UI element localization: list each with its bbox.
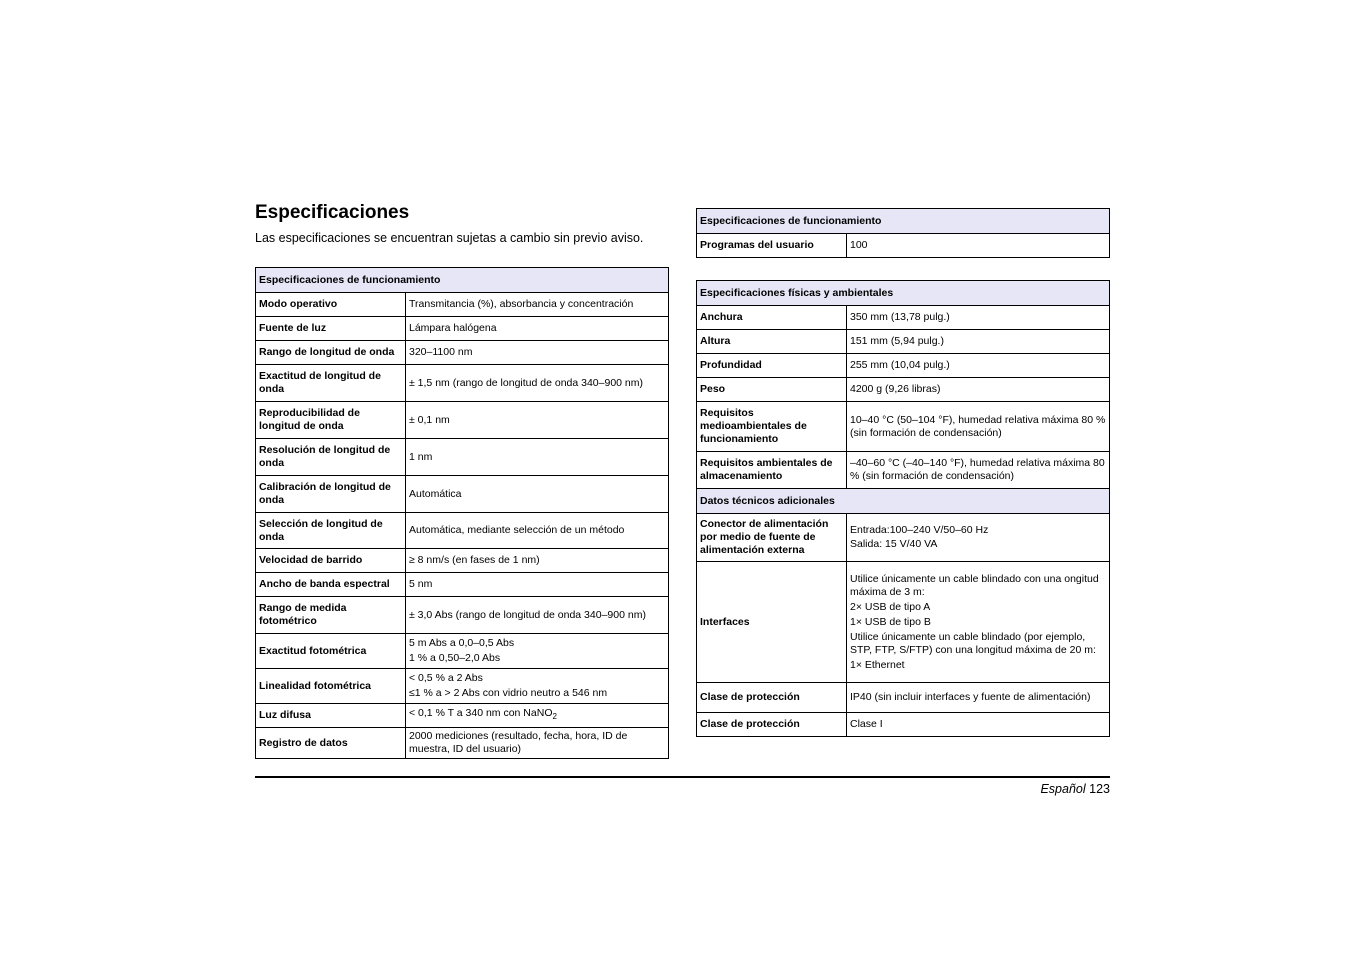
operating-specs-table-cont: [696, 208, 1110, 258]
row-label: Clase de protección: [697, 713, 847, 737]
table-row: [697, 306, 1110, 330]
footer-rule: [255, 776, 1110, 778]
row-label: Clase de protección: [697, 683, 847, 713]
value-line: 1× USB de tipo B: [850, 615, 931, 628]
table-row: [697, 452, 1110, 489]
value-text: < 0,1 % T a 340 nm con NaNO: [409, 707, 553, 720]
value-line: Salida: 15 V/40 VA: [850, 538, 938, 550]
row-label: Ancho de banda espectral: [256, 573, 406, 597]
footer-language: Español: [1040, 782, 1086, 796]
table-row: [256, 597, 669, 634]
row-label: Peso: [697, 378, 847, 402]
table-header-row: [256, 268, 669, 293]
table-row: [697, 683, 1110, 713]
table-row: [256, 476, 669, 513]
table-header-row: [697, 489, 1110, 514]
row-label: Requisitos medioambientales de funcionamiento: [697, 402, 847, 452]
row-value: [847, 562, 1110, 683]
row-value: Transmitancia (%), absorbancia y concentración: [406, 293, 669, 317]
table-row: [256, 669, 669, 704]
value-line: 5 m Abs a 0,0–0,5 Abs: [409, 637, 515, 649]
row-label: Luz difusa: [256, 704, 406, 728]
table-header-row: [697, 281, 1110, 306]
row-label: Interfaces: [697, 562, 847, 683]
table-row: [697, 562, 1110, 683]
row-label: Rango de longitud de onda: [256, 341, 406, 365]
table-row: [256, 704, 669, 728]
row-label: Linealidad fotométrica: [256, 669, 406, 704]
row-label: Fuente de luz: [256, 317, 406, 341]
row-label: Altura: [697, 330, 847, 354]
table-row: [256, 513, 669, 549]
row-label: Reproducibilidad de longitud de onda: [256, 402, 406, 439]
row-value: ± 1,5 nm (rango de longitud de onda 340–900 nm): [406, 365, 669, 402]
value-line: ≤1 % a > 2 Abs con vidrio neutro a 546 nm: [409, 687, 608, 699]
value-line: 1 % a 0,50–2,0 Abs: [409, 652, 501, 664]
table-row: [697, 378, 1110, 402]
row-value: –40–60 °C (–40–140 °F), humedad relativa máxima 80 % (sin formación de condensación): [847, 452, 1110, 489]
value-line: Utilice únicamente un cable blindado (por ejemplo, STP, FTP, S/FTP) con una longitud máxima de 20 m:: [850, 630, 1096, 656]
row-value: 151 mm (5,94 pulg.): [847, 330, 1110, 354]
row-value: Lámpara halógena: [406, 317, 669, 341]
row-value: Automática, mediante selección de un método: [406, 513, 669, 549]
page-title: Especificaciones: [255, 202, 410, 223]
table-row: [697, 234, 1110, 258]
row-value: 1 nm: [406, 439, 669, 476]
table-row: [256, 634, 669, 669]
row-value: 2000 mediciones (resultado, fecha, hora, ID de muestra, ID del usuario): [406, 728, 669, 759]
row-label: Registro de datos: [256, 728, 406, 759]
row-value: 4200 g (9,26 libras): [847, 378, 1110, 402]
table-row: [256, 317, 669, 341]
value-line: < 0,5 % a 2 Abs: [409, 672, 483, 684]
row-label: Modo operativo: [256, 293, 406, 317]
row-value: ± 0,1 nm: [406, 402, 669, 439]
row-value: Automática: [406, 476, 669, 513]
row-label: Velocidad de barrido: [256, 549, 406, 573]
page-subtitle: Las especificaciones se encuentran sujetas a cambio sin previo aviso.: [255, 231, 644, 245]
table-subheader: Datos técnicos adicionales: [697, 489, 1110, 514]
row-value: ≥ 8 nm/s (en fases de 1 nm): [406, 549, 669, 573]
value-line: 2× USB de tipo A: [850, 600, 931, 613]
physical-specs-table: [696, 280, 1110, 737]
row-label: Exactitud de longitud de onda: [256, 365, 406, 402]
table-row: [256, 365, 669, 402]
row-value: [406, 669, 669, 704]
row-label: Programas del usuario: [697, 234, 847, 258]
row-label: Requisitos ambientales de almacenamiento: [697, 452, 847, 489]
row-label: Selección de longitud de onda: [256, 513, 406, 549]
table-row: [256, 728, 669, 759]
page-footer: [900, 781, 1110, 797]
table-row: [697, 354, 1110, 378]
row-value: Clase I: [847, 713, 1110, 737]
table-header-row: [697, 209, 1110, 234]
value-line: 1× Ethernet: [850, 658, 905, 671]
row-label: Conector de alimentación por medio de fuente de alimentación externa: [697, 514, 847, 562]
row-value: 320–1100 nm: [406, 341, 669, 365]
row-label: Rango de medida fotométrico: [256, 597, 406, 634]
row-value: [406, 634, 669, 669]
row-label: Exactitud fotométrica: [256, 634, 406, 669]
table-row: [697, 713, 1110, 737]
operating-specs-table: [255, 267, 669, 759]
table-row: [256, 402, 669, 439]
row-label: Profundidad: [697, 354, 847, 378]
row-value: 100: [847, 234, 1110, 258]
table-row: [697, 402, 1110, 452]
value-line: Entrada:100–240 V/50–60 Hz: [850, 524, 989, 536]
table-row: [256, 549, 669, 573]
row-value: 10–40 °C (50–104 °F), humedad relativa máxima 80 % (sin formación de condensación): [847, 402, 1110, 452]
row-value: ± 3,0 Abs (rango de longitud de onda 340–900 nm): [406, 597, 669, 634]
row-value: [847, 514, 1110, 562]
table-row: [256, 439, 669, 476]
row-value: IP40 (sin incluir interfaces y fuente de alimentación): [847, 683, 1110, 713]
table-row: [256, 573, 669, 597]
table-header: Especificaciones de funcionamiento: [697, 209, 1110, 234]
row-label: Anchura: [697, 306, 847, 330]
table-row: [697, 514, 1110, 562]
table-row: [697, 330, 1110, 354]
table-row: [256, 293, 669, 317]
row-value: 255 mm (10,04 pulg.): [847, 354, 1110, 378]
value-line: Utilice únicamente un cable blindado con una ongitud máxima de 3 m:: [850, 572, 1099, 598]
table-row: [256, 341, 669, 365]
subscript: 2: [552, 712, 557, 722]
row-label: Calibración de longitud de onda: [256, 476, 406, 513]
row-label: Resolución de longitud de onda: [256, 439, 406, 476]
row-value: 5 nm: [406, 573, 669, 597]
table-header: Especificaciones físicas y ambientales: [697, 281, 1110, 306]
row-value: 350 mm (13,78 pulg.): [847, 306, 1110, 330]
page-number: 123: [1089, 782, 1110, 796]
row-value: [406, 704, 669, 728]
table-header: Especificaciones de funcionamiento: [256, 268, 669, 293]
